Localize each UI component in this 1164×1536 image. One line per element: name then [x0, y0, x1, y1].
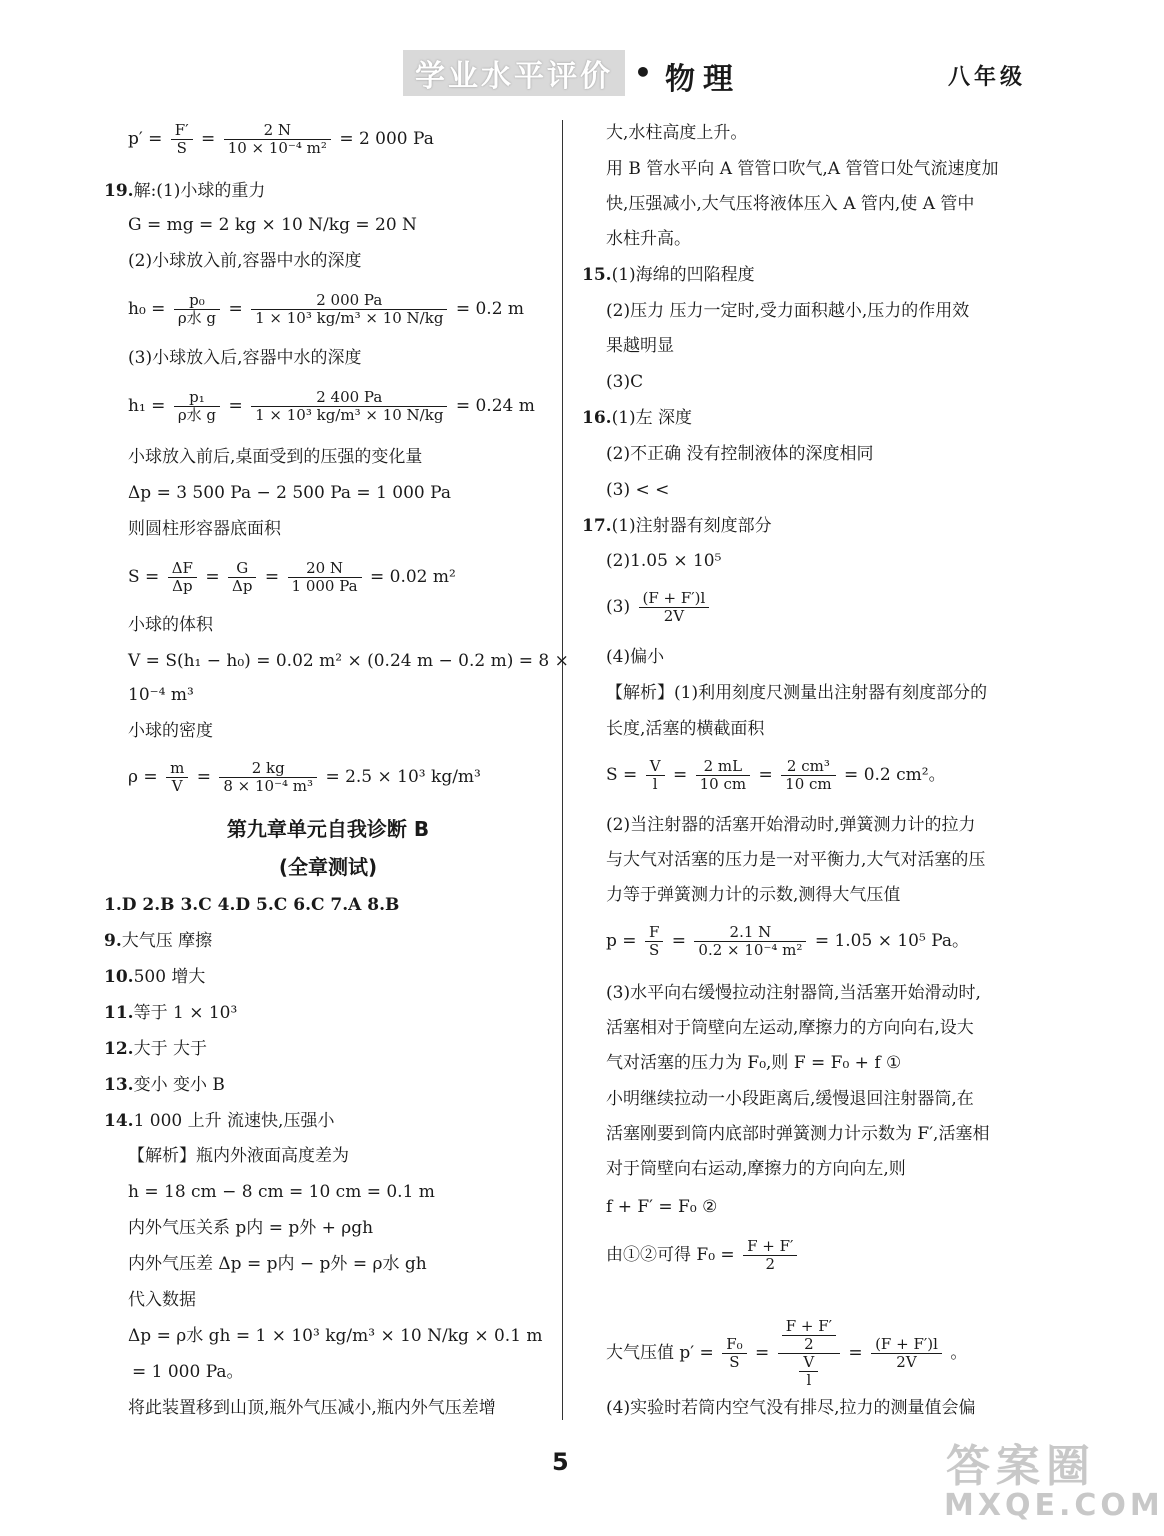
fraction: $\frac{F}{S}$ [645, 924, 663, 959]
fraction: $\frac{\text{p₁}}{\text{ρ水 g}}$ [174, 389, 220, 424]
text-line: 与大气对活塞的压力是一对平衡力,大气对活塞的压 [606, 850, 986, 870]
text-line: 果越明显 [606, 336, 674, 356]
analysis-line: 【解析】瓶内外液面高度差为 [128, 1146, 349, 1166]
watermark-logo [936, 1430, 1164, 1530]
text-line: f + F′ = F₀ ② [606, 1197, 718, 1217]
question-10: 10.500 增大 [104, 967, 206, 987]
text-line: (2)1.05 × 10⁵ [606, 551, 722, 571]
fraction: $\frac{m}{V}$ [166, 760, 188, 795]
fraction: $\frac{\text{2 cm³}}{10 cm}$ [781, 758, 835, 793]
text-line: (3)水平向右缓慢拉动注射器筒,当活塞开始滑动时, [606, 983, 981, 1003]
text-line: (4)实验时若筒内空气没有排尽,拉力的测量值会偏 [606, 1398, 976, 1418]
text-line: 长度,活塞的横截面积 [606, 719, 765, 739]
text-line: 内外气压差 Δp = p内 − p外 = ρ水 gh [128, 1254, 427, 1274]
formula-line: 由①②可得 F₀ = $\frac{F + F'}{2}$ [606, 1238, 800, 1273]
formula-line: S = $\frac{V}{l}$ = $\frac{2 mL}{10 cm}$ = $\frac{\text{2 cm³}}{10 cm}$ = 0.2 cm²。 [606, 757, 946, 793]
fraction: $\frac{\Delta F}{\Delta p}$ [168, 560, 197, 595]
text-line: 用 B 管水平向 A 管管口吹气,A 管管口处气流速度加 [606, 159, 999, 179]
fraction: $\frac{(F + F')l}{2V}$ [871, 1336, 942, 1371]
text-line: 气对活塞的压力为 F₀,则 F = F₀ + f ① [606, 1053, 902, 1073]
text-line: 大,水柱高度上升。 [606, 123, 748, 143]
text-line: 对于筒壁向右运动,摩擦力的方向向左,则 [606, 1159, 906, 1179]
formula-line: p′ = $\frac{F'}{S}$ = $\frac{2 N}{\text{10 × 10⁻⁴ m²}}$ = 2 000 Pa [128, 121, 434, 157]
text-line: 快,压强减小,大气压将液体压入 A 管内,使 A 管中 [606, 194, 975, 214]
watermark-url: MXQE.COM [944, 1488, 1164, 1523]
question-9: 9.大气压 摩擦 [104, 931, 213, 951]
text-line: (2)当注射器的活塞开始滑动时,弹簧测力计的拉力 [606, 815, 976, 835]
question-17: 17.(1)注射器有刻度部分 [582, 516, 772, 536]
question-16: 16.(1)左 深度 [582, 408, 693, 428]
watermark-text: 答案圈 [946, 1441, 1096, 1492]
series-title: 学业水平评价 [403, 50, 625, 96]
formula-line: h₀ = $\frac{\text{p₀}}{\text{ρ水 g}}$ = $\frac{2 000 Pa}{\text{1 × 10³ kg/m³ × 10 N/kg}}$ = 0.2 m [128, 291, 525, 327]
text-line: 小球放入前后,桌面受到的压强的变化量 [128, 447, 423, 467]
text-line: 水柱升高。 [606, 229, 691, 249]
fraction: $\frac{\text{F₀}}{S}$ [722, 1336, 746, 1371]
text-line: (2)压力 压力一定时,受力面积越小,压力的作用效 [606, 301, 970, 321]
formula-line: S = $\frac{\Delta F}{\Delta p}$ = $\frac{G}{\Delta p}$ = $\frac{20 N}{1 000 Pa}$ = 0.02 m² [128, 559, 456, 595]
text-line: (2)不正确 没有控制液体的深度相同 [606, 444, 874, 464]
text-line: (2)小球放入前,容器中水的深度 [128, 251, 362, 271]
fraction: $\frac{\text{p₀}}{\text{ρ水 g}}$ [174, 292, 220, 327]
section-subtitle: (全章测试) [278, 855, 378, 879]
compound-fraction: $\frac{\frac{F + F'}{2}}{\frac{V}{l}}$ [778, 1318, 840, 1389]
fraction: $\frac{F + F'}{2}$ [743, 1238, 797, 1273]
text-line: 小球的体积 [128, 615, 213, 635]
text-line: 活塞相对于筒壁向左运动,摩擦力的方向向右,设大 [606, 1018, 974, 1038]
formula-line: ρ = $\frac{m}{V}$ = $\frac{2 kg}{\text{8 × 10⁻⁴ m³}}$ = 2.5 × 10³ kg/m³ [128, 759, 481, 795]
formula-line: 大气压值 p′ = $\frac{\text{F₀}}{S}$ = $\frac{\frac{F + F'}{2}}{\frac{V}{l}}$ = $\frac{(F + F')l}{2V}$ 。 [606, 1317, 968, 1389]
fraction: $\frac{(F + F')l}{2V}$ [639, 590, 710, 625]
formula-line: h₁ = $\frac{\text{p₁}}{\text{ρ水 g}}$ = $\frac{2 400 Pa}{\text{1 × 10³ kg/m³ × 10 N/kg}}$ = 0.24 m [128, 388, 535, 424]
text-line: 10⁻⁴ m³ [128, 685, 194, 705]
question-19: 19.解:(1)小球的重力 [104, 181, 266, 201]
text-line: (3)C [606, 372, 644, 392]
fraction: $\frac{20 N}{1 000 Pa}$ [288, 560, 362, 595]
text-line: 小明继续拉动一小段距离后,缓慢退回注射器筒,在 [606, 1089, 974, 1109]
fraction: $\frac{G}{\Delta p}$ [228, 560, 256, 595]
fraction: $\frac{2 N}{\text{10 × 10⁻⁴ m²}}$ [224, 122, 331, 157]
formula-line: (3) $\frac{(F + F')l}{2V}$ [606, 590, 712, 625]
text-line: Δp = ρ水 gh = 1 × 10³ kg/m³ × 10 N/kg × 0.1 m [128, 1326, 543, 1346]
question-13: 13.变小 变小 B [104, 1075, 225, 1095]
page-header [0, 48, 1120, 100]
question-12: 12.大于 大于 [104, 1039, 207, 1059]
question-14: 14.1 000 上升 流速快,压强小 [104, 1111, 335, 1131]
column-divider [562, 120, 563, 1420]
fraction: $\frac{2 mL}{10 cm}$ [696, 758, 750, 793]
answers-1-8: 1.D 2.B 3.C 4.D 5.C 6.C 7.A 8.B [104, 895, 400, 915]
text-line: = 1 000 Pa。 [132, 1362, 244, 1382]
subject-title: 物理 [665, 62, 741, 97]
page-number: 5 [552, 1448, 569, 1476]
section-title: 第九章单元自我诊断 B [226, 817, 430, 841]
text-line: V = S(h₁ − h₀) = 0.02 m² × (0.24 m − 0.2 m) = 8 × [128, 651, 569, 671]
text-line: 活塞刚要到筒内底部时弹簧测力计示数为 F′,活塞相 [606, 1124, 990, 1144]
grade-label: 八年级 [948, 65, 1027, 90]
text-line: 将此装置移到山顶,瓶外气压减小,瓶内外气压差增 [128, 1398, 496, 1418]
text-line: 内外气压关系 p内 = p外 + ρgh [128, 1218, 374, 1238]
fraction: $\frac{2 kg}{\text{8 × 10⁻⁴ m³}}$ [219, 760, 317, 795]
text-line: (3) < < [606, 480, 670, 500]
fraction: $\frac{V}{l}$ [646, 758, 665, 793]
text-line: 则圆柱形容器底面积 [128, 519, 281, 539]
text-line: Δp = 3 500 Pa − 2 500 Pa = 1 000 Pa [128, 483, 451, 503]
text-line: 力等于弹簧测力计的示数,测得大气压值 [606, 885, 901, 905]
formula-line: p = $\frac{F}{S}$ = $\frac{2.1 N}{\text{0.2 × 10⁻⁴ m²}}$ = 1.05 × 10⁵ Pa。 [606, 923, 970, 959]
fraction: $\frac{2 400 Pa}{\text{1 × 10³ kg/m³ × 10 N/kg}}$ [251, 389, 447, 424]
question-15: 15.(1)海绵的凹陷程度 [582, 265, 755, 285]
text-line: h = 18 cm − 8 cm = 10 cm = 0.1 m [128, 1182, 435, 1202]
text-line: (3)小球放入后,容器中水的深度 [128, 348, 362, 368]
text-line: (4)偏小 [606, 647, 665, 667]
text-line: 小球的密度 [128, 721, 213, 741]
question-11: 11.等于 1 × 10³ [104, 1003, 238, 1023]
analysis-line: 【解析】(1)利用刻度尺测量出注射器有刻度部分的 [606, 683, 988, 703]
fraction: $\frac{F'}{S}$ [171, 122, 193, 157]
text-line: 代入数据 [128, 1290, 196, 1310]
header-separator: • [634, 56, 652, 89]
text-line: G = mg = 2 kg × 10 N/kg = 20 N [128, 215, 417, 235]
fraction: $\frac{2 000 Pa}{\text{1 × 10³ kg/m³ × 10 N/kg}}$ [251, 292, 447, 327]
fraction: $\frac{2.1 N}{\text{0.2 × 10⁻⁴ m²}}$ [694, 924, 806, 959]
